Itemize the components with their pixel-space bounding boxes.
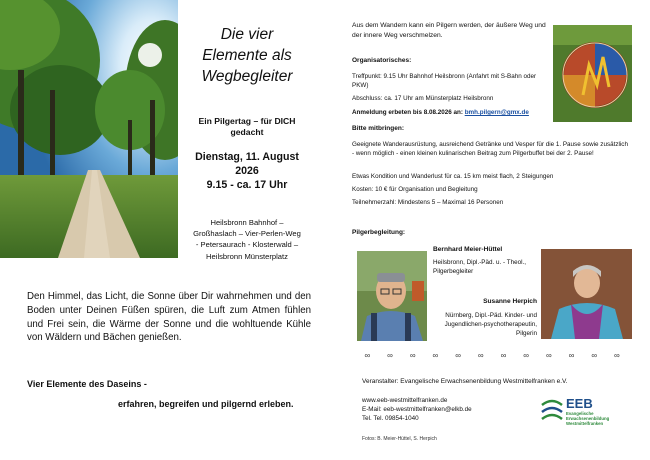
logo-line: Erwachsenenbildung — [566, 416, 610, 421]
ornament-divider — [356, 351, 634, 360]
title-line: Die vier — [220, 26, 274, 43]
subtitle-line: Ein Pilgertag – für DICH — [198, 116, 296, 126]
email-link[interactable]: E-Mail: eeb-westmittelfranken@elkb.de — [362, 406, 472, 414]
guide2-portrait — [541, 249, 632, 339]
title-line: Elemente als — [202, 47, 292, 64]
bring-heading: Bitte mitbringen: — [352, 125, 404, 132]
divider-glyph: ∞ — [432, 351, 439, 360]
page-title — [188, 24, 306, 87]
title-line: Wegbegleiter — [201, 68, 293, 85]
participants-info: Teilnehmerzahl: Mindestens 5 – Maximal 16 Personen — [352, 199, 504, 206]
guide1-description: Heilsbronn, Dipl.-Päd. u. - Theol., Pilgerbegleiter — [433, 259, 526, 276]
guides-heading: Pilgerbegleitung: — [352, 229, 406, 236]
elements-heading: Vier Elemente des Daseins - — [27, 379, 147, 389]
guide2-description: Nürnberg, Dipl.-Päd. Kinder- und Jugendlichen-psychotherapeutin, Pilgerin — [444, 312, 537, 338]
divider-glyph: ∞ — [614, 351, 620, 360]
date-line: 9.15 - ca. 17 Uhr — [206, 179, 288, 191]
intro-paragraph: Den Himmel, das Licht, die Sonne über Dir wahrnehmen und den Boden unter Deinen Füßen spüren, die Luft zum Atmen fühlen und Frei sein, die Wärme der Sonne und die wohltuende Kühle von Wäldern und Bächen genießen. — [27, 291, 311, 344]
eeb-logo — [540, 395, 630, 429]
bring-food: Geeignete Wanderausrüstung, ausreichend Getränke und Vesper für die 1. Pause sowie zusätzlich - wenn möglich - einen kleinen kulinarischen Beitrag zum Pilgerbuffet bei der 2. Pause! — [352, 141, 628, 158]
end-time: Abschluss: ca. 17 Uhr am Münsterplatz Heilsbronn — [352, 95, 494, 102]
divider-glyph: ∞ — [500, 351, 507, 360]
subtitle-line: gedacht — [230, 127, 264, 137]
logo-line: Evangelische — [566, 411, 594, 416]
bring-fitness: Etwas Kondition und Wanderlust für ca. 15 km meist flach, 2 Steigungen — [352, 173, 554, 180]
logo-line: Westmittelfranken — [566, 421, 604, 426]
guide1-name: Bernhard Meier-Hüttel — [433, 246, 503, 253]
divider-glyph: ∞ — [545, 351, 552, 360]
guide2-name: Susanne Herpich — [483, 298, 537, 305]
cost-info: Kosten: 10 € für Organisation und Begleitung — [352, 186, 478, 193]
subtitle — [188, 116, 306, 138]
divider-glyph: ∞ — [523, 351, 529, 360]
four-elements-emblem-photo — [553, 25, 632, 122]
registration-email-link[interactable]: bmh.pilgern@gmx.de — [464, 109, 529, 116]
route-line: Heilsbronn Münsterplatz — [206, 251, 288, 261]
organisation-heading: Organisatorisches: — [352, 57, 412, 64]
phone-number: Tel. Tel. 09854-1040 — [362, 415, 419, 423]
divider-glyph: ∞ — [364, 351, 371, 360]
route-line: Heilsbronn Bahnhof – — [210, 218, 284, 227]
date-line: Dienstag, 11. August — [195, 151, 299, 163]
route-line: Großhaslach – Vier-Perlen-Weg — [193, 229, 301, 239]
meeting-point: Treffpunkt: 9.15 Uhr Bahnhof Heilsbronn (Anfahrt mit S-Bahn oder PKW) — [352, 73, 537, 90]
date-line: 2026 — [235, 165, 259, 177]
event-date — [184, 150, 310, 192]
divider-glyph: ∞ — [477, 351, 484, 360]
registration-note — [352, 109, 552, 116]
divider-glyph: ∞ — [591, 351, 598, 360]
forest-path-photo — [0, 0, 178, 258]
divider-glyph: ∞ — [568, 351, 575, 360]
route-line: - Petersaurach - Klosterwald – — [195, 240, 299, 250]
registration-label: Anmeldung erbeten bis 8.08.2026 an: — [352, 109, 465, 116]
website-link[interactable]: www.eeb-westmittelfranken.de — [362, 397, 448, 404]
photo-credits: Fotos: B. Meier-Hüttel, S. Herpich — [362, 436, 437, 442]
intro-quote: Aus dem Wandern kann ein Pilgern werden, der äußere Weg und der innere Weg verschmelzen. — [352, 22, 546, 39]
guide1-portrait — [357, 251, 427, 341]
contact-block — [362, 396, 542, 424]
organizer: Veranstalter: Evangelische Erwachsenenbildung Westmittelfranken e.V. — [362, 378, 568, 385]
divider-glyph: ∞ — [455, 351, 461, 360]
divider-glyph: ∞ — [409, 351, 416, 360]
route-description — [184, 217, 310, 262]
divider-glyph: ∞ — [387, 351, 393, 360]
logo-abbreviation: EEB — [566, 396, 593, 411]
elements-tagline: erfahren, begreifen und pilgernd erleben. — [118, 399, 294, 409]
